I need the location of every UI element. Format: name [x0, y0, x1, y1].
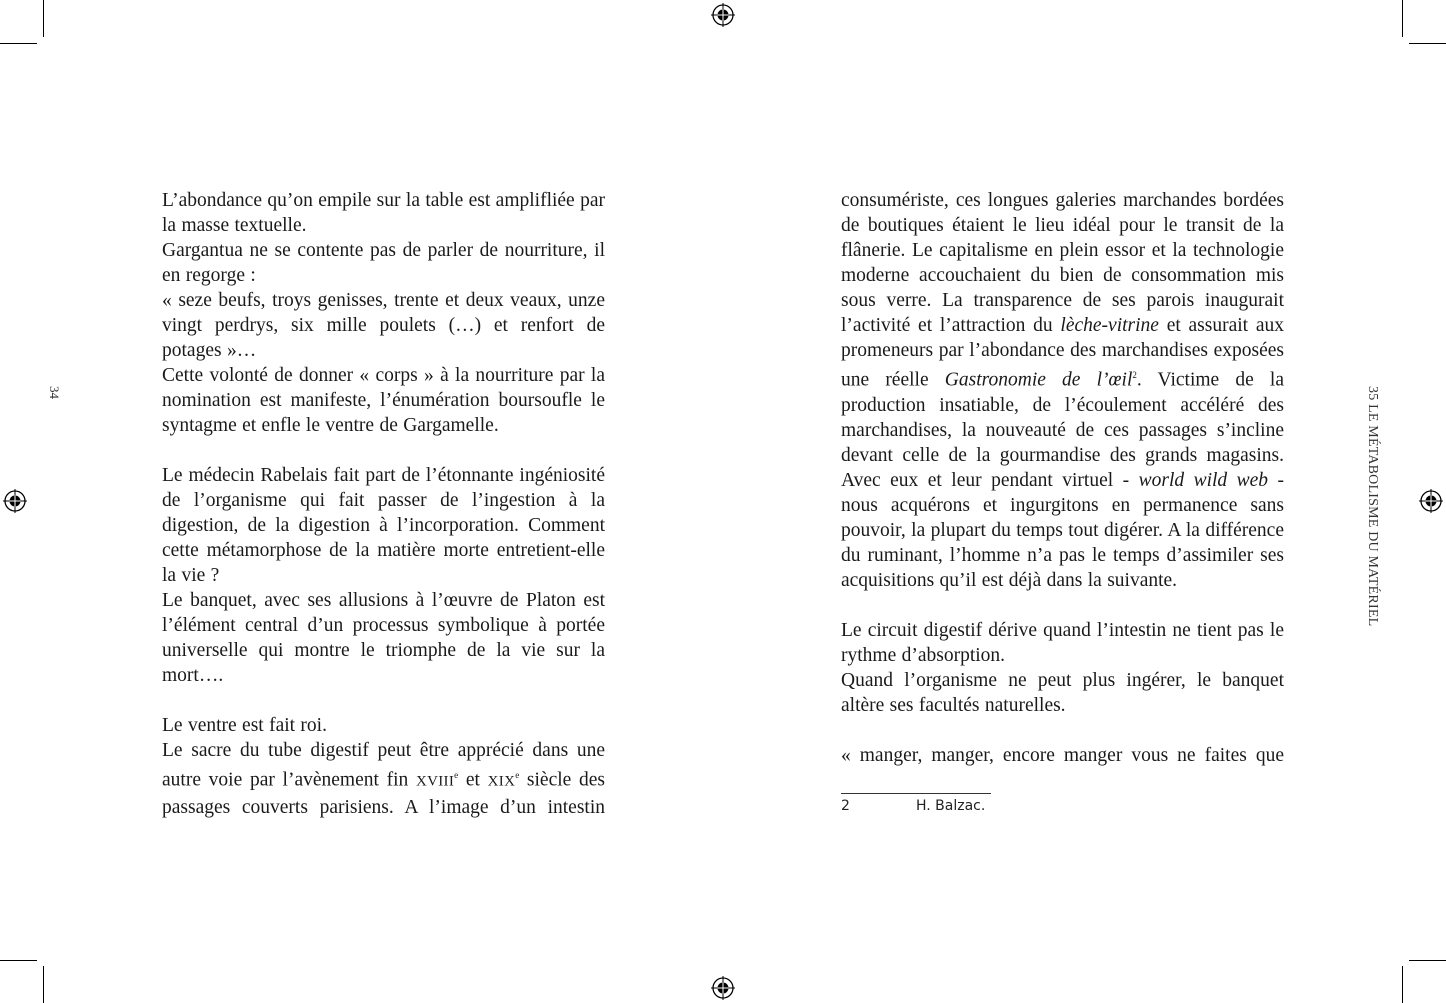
- paragraph: Le médecin Rabelais fait part de l’étonnante ingéniosité de l’organisme qui fait passer de l’ingestion à la digestion, de la digestion à l’incorporation. Comment cette métamorphose de la matière morte entretient-elle la vie ?: [162, 465, 605, 586]
- footnote-rule: [841, 793, 991, 794]
- paragraph: consumériste, ces longues galeries marchandes bordées de boutiques étaient le lieu idéal pour le transit de la flânerie. Le capitalisme en plein essor et la technologie moderne accouchaient du bien de consommation mis sous verre. La transparence de ses parois inaugurait l’activité et l’attraction du lèche-vitrine et assurait aux promeneurs par l’abondance des marchandises exposées une réelle Gastronomie de l’œil$^2$. Victime de la production insatiable, de l’écoulement accéléré des marchandises, la nouveauté de ces passages s’incline devant celle de la gourmandise des grands magasins. Avec eux et leur pendant virtuel - world wild web - nous acquérons et ingurgitons en permanence sans pouvoir, la plupart du temps tout digérer. A la différence du ruminant, l’homme n’a pas le temps d’assimiler ses acquisitions qu’il est déjà dans la suivante.: [841, 190, 1284, 591]
- paragraph: Quand l’organisme ne peut plus ingérer, le banquet altère ses facultés naturelles.: [841, 669, 1284, 716]
- registration-mark-icon: [711, 3, 735, 27]
- crop-mark: [1409, 960, 1446, 961]
- paragraph: Le ventre est fait roi.: [162, 715, 327, 736]
- crop-mark: [1409, 43, 1446, 44]
- registration-mark-icon: [711, 976, 735, 1000]
- paragraph: Gargantua ne se contente pas de parler de nourriture, il en regorge :: [162, 240, 605, 286]
- paragraph: Le banquet, avec ses allusions à l’œuvre de Platon est l’élément central d’un processus symbolique à portée universelle qui montre le triomphe de la vie sur la mort….: [162, 590, 605, 686]
- right-page-text: [841, 188, 1284, 768]
- footnote-text: H. Balzac.: [916, 798, 986, 814]
- crop-mark: [0, 43, 37, 44]
- crop-mark: [43, 0, 44, 37]
- paragraph: L’abondance qu’on empile sur la table est amplifliée par la masse textuelle.: [162, 190, 605, 236]
- crop-mark: [0, 960, 37, 961]
- crop-mark: [43, 966, 44, 1003]
- registration-mark-icon: [1419, 489, 1443, 513]
- page-number-left: 34: [47, 386, 62, 399]
- footnote-ref: 2: [1132, 370, 1137, 380]
- crop-mark: [1402, 0, 1403, 37]
- footnote-number: 2: [841, 798, 850, 814]
- quotation: « seze beufs, troys genisses, trente et deux veaux, unze vingt perdrys, six mille poulets (…) et renfort de potages »…: [162, 290, 605, 361]
- running-head-right: 35 LE MÉTABOLISME DU MATÉRIEL: [1365, 386, 1380, 627]
- footnote: [841, 798, 985, 814]
- paragraph: Le circuit digestif dérive quand l’intestin ne tient pas le rythme d’absorption.: [841, 619, 1284, 666]
- left-page-text: [162, 188, 605, 820]
- quotation: « manger, manger, encore manger vous ne faites que: [841, 744, 1284, 766]
- paragraph: Cette volonté de donner « corps » à la nourriture par la nomination est manifeste, l’énumération boursoufle le syntagme et enfle le ventre de Gargamelle.: [162, 365, 605, 436]
- paragraph: Le sacre du tube digestif peut être apprécié dans une autre voie par l’avènement fin XVIIIe et XIXe siècle des passages couverts parisiens. A l’image d’un intestin: [162, 740, 605, 818]
- small-caps-century: XVIII: [416, 773, 455, 790]
- small-caps-century: XIX: [487, 773, 516, 790]
- registration-mark-icon: [3, 489, 27, 513]
- crop-mark: [1402, 966, 1403, 1003]
